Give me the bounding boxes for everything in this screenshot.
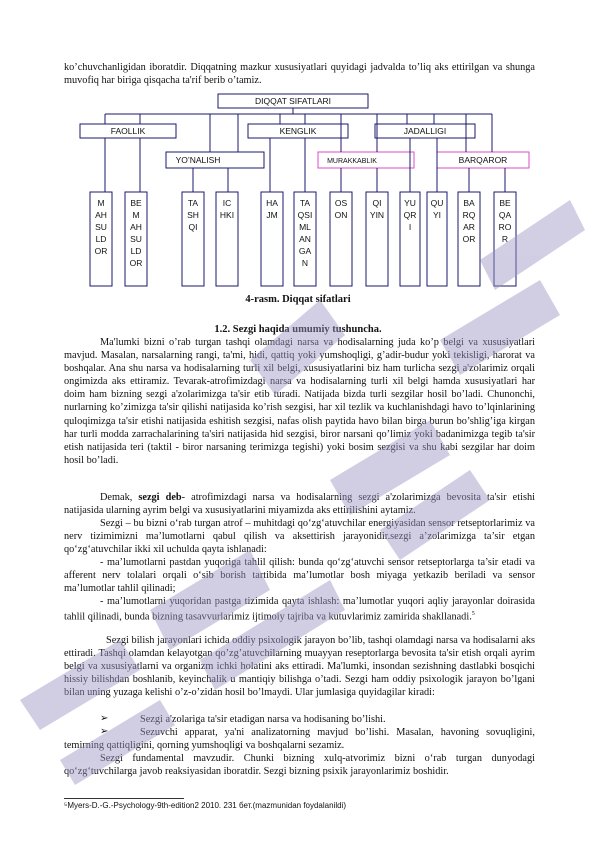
diagram-leaf-3: IC HKI: [219, 198, 235, 220]
diagram-node-kenglik: KENGLIK: [279, 126, 317, 136]
footnote-divider: [64, 798, 184, 799]
diagram-node-yonalish: YO’NALISH: [175, 155, 221, 165]
paragraph-7: Sezgi fundamental mavzudir. Chunki bizning xulq-atvorimiz bizni o‘rab turgan dunyodagi qo‘zg‘tuvchilarga javob reaksiyasidan iboratdir. Sezgi bizning psixik jarayonlarimiz boshidir.: [64, 753, 535, 778]
intro-paragraph: ko’chuvchanligidan iboratdir. Diqqatning mazkur xususiyatlari quyidagi jadvalda to’liq aks ettirilgan va shunga muvofiq har biriga qisqacha ta'rif berib o’tamiz.: [64, 62, 535, 87]
diagram-leaf-4: HA JM: [266, 198, 278, 220]
diagram-leaf-5: TA QSI ML AN GA N: [297, 198, 313, 268]
section-title: 1.2. Sezgi haqida umumiy tushuncha.: [214, 324, 382, 335]
diagram-node-faollik: FAOLLIK: [110, 126, 146, 136]
bullet-item-1: Sezgi a'zolariga ta'sir etadigan narsa va hodisaning bo’lishi.: [140, 714, 386, 725]
footnote: ⁵Myers-D.-G.-Psychology-9th-edition2 2010. 231 бет.(mazmunidan foydalanildi): [64, 801, 347, 810]
paragraph-2: Demak, sezgi deb- atrofimizdagi narsa va hodisalarning sezgi a'zolarimizga bevosita ta'sir etishi natijasida ularning ayrim belgi va xususiyatlarini miyamizda aks ettirilishini aytamiz.: [64, 492, 535, 517]
diagram-leaf-11: BE QA RO R: [498, 198, 512, 244]
diagram-leaf-2: TA SH QI: [187, 198, 199, 232]
diagram-leaf-10: BA RQ AR OR: [462, 198, 476, 244]
diagram-leaf-6: OS ON: [334, 198, 348, 220]
paragraph-1: Ma'lumki bizni o’rab turgan tashqi olamdagi narsa va hodisalarning juda ko’p belgi va xususiyatlari mavjud. Masalan, narsalarning rangi, ta'mi, hidi, qattiq yoki yumshoqligi, g’adir-budur yoki tekisligi, harorat va boshqalar. Ana shu narsa va hodisalarning turli xil belgi, xususiyatlarini biz ham turlicha sezgi a'zolarimiz orqali ongimizda aks ettiramiz. Tevarak-atrofimizdagi narsa va hodisalarning turli xil belgi hamda xususiyatlari har doim ham bizning sezgi a'zolarimizga ta'sir etib turadi. Natijada bizda turli sezgilar hosil bo’ladi. Chunonchi, nurlarning ko’zimizga ta'sir qilishi natijasida ko’rish sezgisi, har xil tezlik va kuchlanishdagi havo to’lqinlarining quloqimizga ta'sir etishi natijasida eshitish sezgisi, nafas olish paytida havo bilan birga burun bo’shlig’iga kirgan har turli modda zarrachalarining ta'siri natijasida hid sezgisi, biror narsani qo’limiz yoki badanimizga tegib ta'sir etish natijasida teri (taktil - biror narsaning terimizga tegishi) yoki bosim sezgisi va shu kabi sezgilar har doim hosil bo’ladi.: [64, 337, 535, 466]
diagram-leaf-8: YU QR I: [403, 198, 417, 232]
diagram-leaf-1: BE M AH SU LD OR: [129, 198, 143, 268]
arrow-bullet-icon: ➢: [100, 713, 109, 724]
term-sezgi-deb: sezgi deb: [138, 492, 182, 503]
diagram-node-jadalligi: JADALLIGI: [403, 126, 447, 136]
paragraph-3: Sezgi – bu bizni o‘rab turgan atrof – muhitdagi qo‘zg‘atuvchilar energiyasidan sensor retseptorlarimiz va nerv tizimimizni ma’lumotlarni qabul qilish va aksettirish jarayonidir.sezgi a’zolarimizga ta’sir etgan qo‘zg‘atuvchilar ikki xil uchulda qayta ishlanadi:: [64, 518, 535, 556]
diagram-node-barqaror: BARQAROR: [458, 155, 508, 165]
paragraph-6: Sezgi bilish jarayonlari ichida oddiy psixologik jarayon bo’lib, tashqi olamdagi narsa va hodisalarni aks ettiradi. Tashqi olamdan kelayotgan qo’zg’atuvchilarning muayyan reseptorlarga bevosita ta'sir etish orqali ayrim belgi va xususiyatlarni va organizm ichki holatini aks ettiradi. Ma'lumki, insondan sezishning dastlabki bosqichi hissiy bilishdan boshlanib, keyinchalik u mantiqiy bilishga o’tadi. Sezgi ham oddiy psixologik jarayon bo’lgani bilan uning yuzaga kelishi o’z-o’zidan hosil bo’lmaydi. Ular jumlasiga quyidagilar kiradi:: [64, 635, 535, 699]
paragraph-4: - ma’lumotlarni pastdan yuqoriga tahlil qilish: bunda qo‘zg‘atuvchi sensor retseptorlarga ta’sir etadi va afferent nerv tolalari orqali o‘sib borish tartibida ma’lumotlar bosh miyaga yetkazib beriladi va sensor ma’lumotlar tahlil qilinadi;: [64, 557, 535, 595]
figure-caption: 4-rasm. Diqqat sifatlari: [245, 294, 351, 305]
paragraph-5: - ma’lumotlarni yuqoridan pastga tizimida qayta ishlash: ma’lumotlar yuqori aqliy jarayonlar doirasida tahlil qilinadi, bunda bizning tasavvurlarimiz ijtimoiy tajriba va kutuvlarimiz zamirida shakllanadi.$^5$: [64, 596, 535, 623]
diagram-root-label: DIQQAT SIFATLARI: [254, 96, 332, 106]
bullet-item-2: Sezuvchi apparat, ya'ni analizatorning mavjud bo’lishi. Masalan, havoning sovuqligini, temirning qattiqligini, qorning yumshoqligi va boshqalarni sezamiz.: [64, 727, 535, 752]
diagram-node-murakkablik: MURAKKABLIK: [327, 158, 377, 165]
diagram-leaf-0: M AH SU LD OR: [94, 198, 108, 256]
arrow-bullet-icon: ➢: [100, 726, 109, 737]
diagram-leaf-9: QU YI: [430, 198, 444, 220]
diagram-leaf-7: QI YIN: [369, 198, 385, 220]
